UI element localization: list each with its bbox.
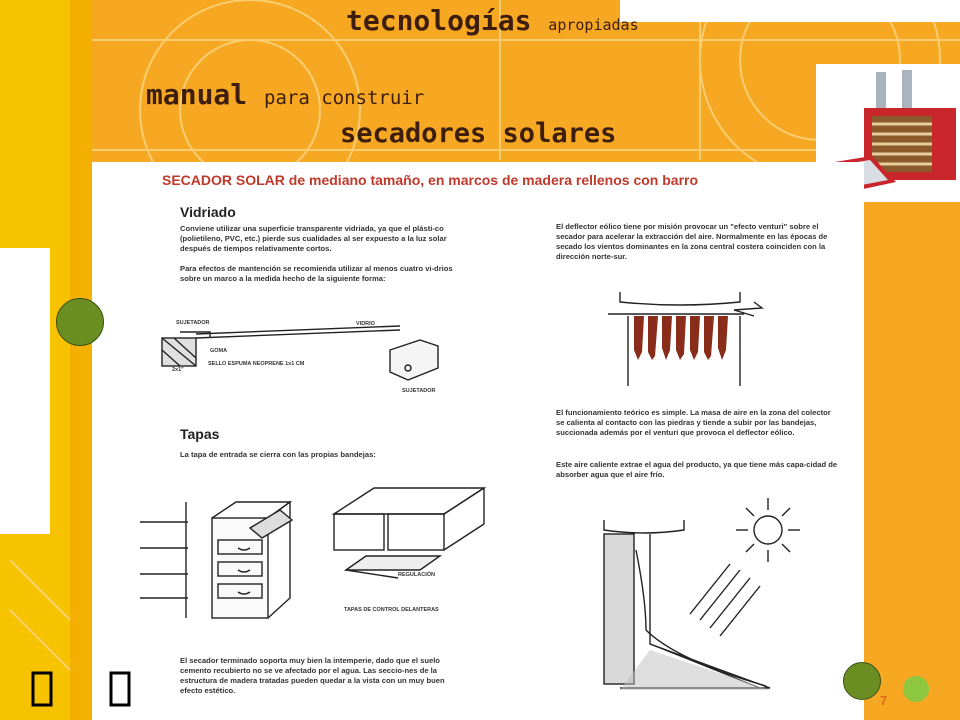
functioning-paragraph: El funcionamiento teórico es simple. La masa de aire en la zona del colector se calienta al contacto con las piedras y tiende a subir por las bandejas, succionada además por el venturi que provoca el deflector eólico.: [556, 408, 831, 437]
page-number: 7: [880, 693, 888, 708]
deflector-paragraph: El deflector eólico tiene por misión provocar un "efecto venturi" sobre el secador para acelerar la extracción del aire. Normalmente en las épocas de secado los vientos dominantes en la zona central costera coinciden con la dirección norte-sur.: [556, 222, 828, 261]
label-sujetador-2: SUJETADOR: [402, 388, 436, 394]
airflow-cross-section-diagram: [590, 490, 830, 690]
label-sujetador: SUJETADOR: [176, 320, 210, 326]
left-white-box: [0, 248, 50, 534]
label-dimension: 2x1": [172, 367, 184, 373]
header-line-2: [146, 78, 424, 111]
label-goma: GOMA: [210, 348, 228, 354]
previous-nav-glyph: [30, 670, 54, 708]
next-nav-icon[interactable]: [108, 670, 132, 717]
vidriado-paragraph-1: Conviene utilizar una superficie transparente vidriada, ya que el plásti-co (polietileno, PVC, etc.) pierde sus cualidades al ser expuesto a la luz solar después de tiempos relativamente cortos.: [180, 224, 447, 253]
page-subtitle: SECADOR SOLAR de mediano tamaño, en marcos de madera rellenos con barro: [162, 172, 699, 188]
venturi-deflector-diagram: [594, 286, 774, 396]
previous-nav-icon[interactable]: [30, 670, 54, 717]
hot-air-paragraph: Este aire caliente extrae el agua del producto, ya que tiene más capa-cidad de absorber agua que el aire frío.: [556, 460, 838, 479]
green-circle-left: [56, 298, 104, 346]
header-apropiadas: apropiadas: [548, 16, 639, 34]
vidriado-paragraph-2: Para efectos de mantención se recomienda utilizar al menos cuatro vi-drios sobre un marco a la medida hecho de la siguiente forma:: [180, 264, 453, 283]
header-line-1: [346, 4, 639, 37]
green-circle-bottom: [843, 662, 881, 700]
next-nav-glyph: [108, 670, 132, 708]
header-tecnologias: tecnologías: [346, 4, 532, 37]
header-secadores-solares: secadores solares: [340, 118, 617, 149]
vidriado-heading: Vidriado: [180, 204, 236, 220]
label-sello: SELLO ESPUMA NEOPRENE 1x1 CM: [208, 361, 305, 367]
label-tapas-control: TAPAS DE CONTROL DELANTERAS: [344, 607, 439, 613]
light-green-circle: [903, 676, 929, 702]
tapas-heading: Tapas: [180, 426, 220, 442]
header-para-construir: para construir: [264, 87, 425, 109]
tapas-paragraph: La tapa de entrada se cierra con las propias bandejas:: [180, 450, 376, 459]
label-vidrio: VIDRIO: [356, 321, 375, 327]
header-manual: manual: [146, 78, 248, 111]
bottom-paragraph: El secador terminado soporta muy bien la intemperie, dado que el suelo cemento recubierto no se ve afectado por el agua. Las seccio-nes de la estructura de madera tratadas pueden quedar a la vista con un muy buen efecto estético.: [180, 656, 445, 695]
label-regulacion: REGULACIÓN: [398, 572, 435, 578]
trays-and-covers-diagram: [138, 478, 488, 628]
